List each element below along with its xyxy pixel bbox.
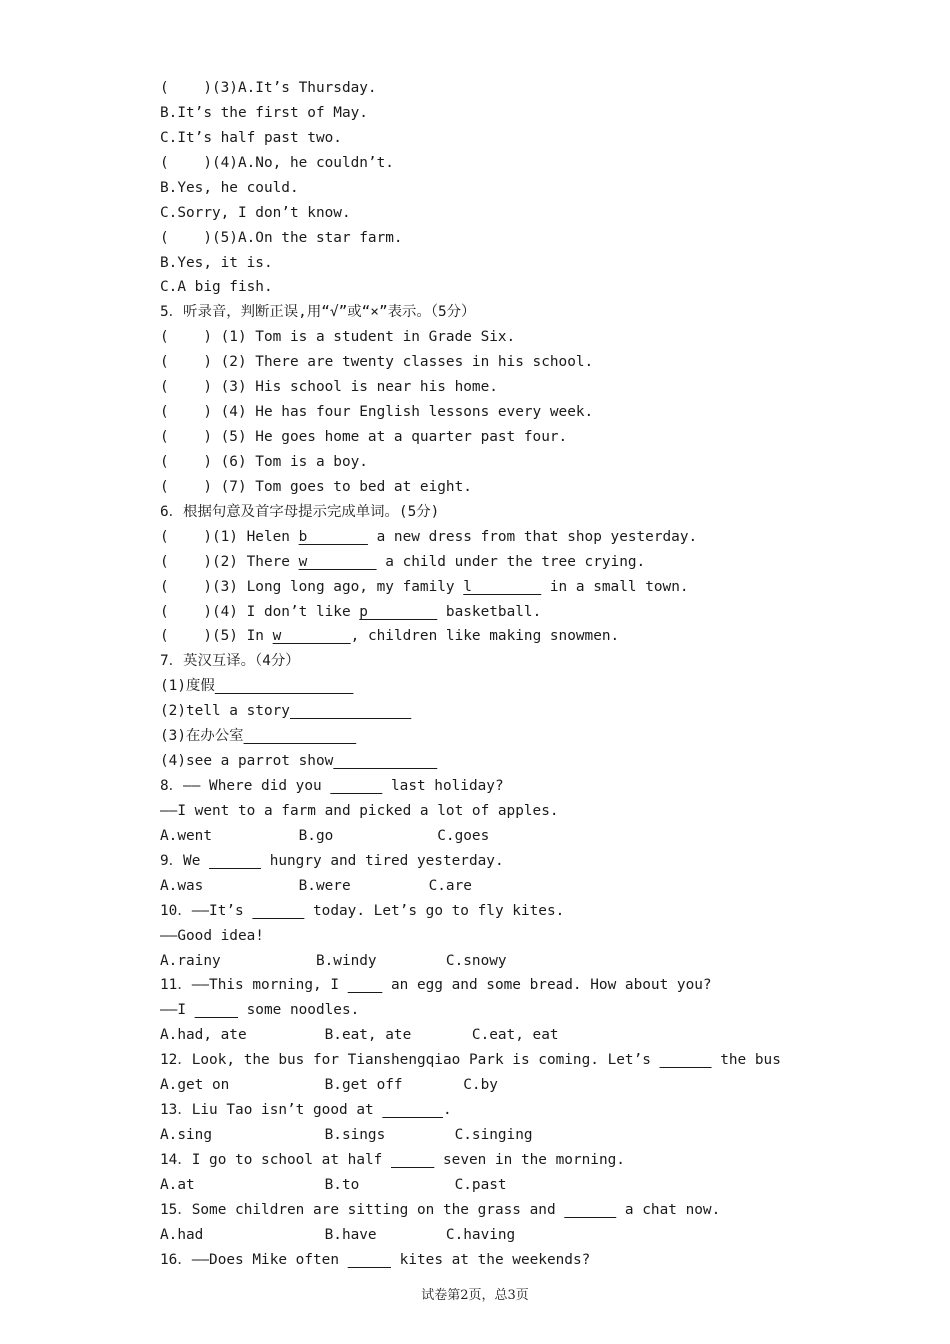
line-text: ——I xyxy=(160,1002,195,1019)
text-line xyxy=(160,924,264,949)
line-text: A.had B.have C.having xyxy=(160,1226,516,1243)
text-line xyxy=(160,1073,498,1098)
line-text: ( )(2) There xyxy=(160,553,299,570)
line-text: kites at the weekends? xyxy=(391,1251,591,1268)
text-line xyxy=(160,849,504,874)
answer-blank xyxy=(330,778,382,794)
line-text: C.It’s half past two. xyxy=(160,129,342,146)
text-line xyxy=(160,699,411,724)
text-line xyxy=(160,899,564,924)
line-text: ( ) (4) He has four English lessons every week. xyxy=(160,404,594,421)
line-text: last holiday? xyxy=(382,778,504,795)
answer-blank: w xyxy=(298,553,377,570)
text-line xyxy=(160,724,356,749)
line-text: . xyxy=(442,1102,452,1119)
line-text: ——I went to a farm and picked a lot of apples. xyxy=(160,802,559,819)
text-line xyxy=(160,500,439,525)
line-text: an egg and some bread. How about you? xyxy=(382,977,712,994)
answer-blank xyxy=(290,703,411,719)
text-line xyxy=(160,275,273,300)
line-text: (1)度假 xyxy=(160,678,215,695)
line-text: ( ) (7) Tom goes to bed at eight. xyxy=(160,478,472,495)
line-text: ( )(4) I don’t like xyxy=(160,603,360,620)
answer-blank xyxy=(660,1052,712,1068)
line-text: 15．Some children are sitting on the grass and xyxy=(160,1201,565,1218)
text-line xyxy=(160,1173,507,1198)
line-text: A.rainy B.windy C.snowy xyxy=(160,952,507,969)
line-text: A.at B.to C.past xyxy=(160,1176,507,1193)
line-text: C.A big fish. xyxy=(160,279,273,296)
line-text: A.get on B.get off C.by xyxy=(160,1077,498,1094)
line-text: 7．英汉互译。（4分） xyxy=(160,653,300,670)
line-text: a child under the tree crying. xyxy=(376,553,646,570)
text-line xyxy=(160,674,353,699)
answer-blank xyxy=(391,1152,434,1168)
text-line xyxy=(160,425,567,450)
text-line xyxy=(160,799,559,824)
line-text: 11．——This morning, I xyxy=(160,977,348,994)
line-text: a new dress from that shop yesterday. xyxy=(367,528,698,545)
text-line xyxy=(160,201,351,226)
line-text: 12．Look, the bus for Tianshengqiao Park is coming. Let’s xyxy=(160,1052,660,1069)
line-text: ( )(4)A.No, he couldn’t. xyxy=(160,154,394,171)
answer-blank xyxy=(209,853,261,869)
answer-blank: p xyxy=(359,603,438,620)
line-text: 6．根据句意及首字母提示完成单词。(5分) xyxy=(160,503,440,520)
text-line xyxy=(160,550,645,575)
text-line xyxy=(160,375,498,400)
text-line xyxy=(160,749,437,774)
text-line xyxy=(160,450,368,475)
line-text: ( )(3)A.It’s Thursday. xyxy=(160,80,377,96)
text-line xyxy=(160,226,403,251)
text-line xyxy=(160,1123,533,1148)
line-text: B.Yes, he could. xyxy=(160,179,299,196)
line-text: 14．I go to school at half xyxy=(160,1151,391,1168)
answer-blank xyxy=(252,903,304,919)
text-line xyxy=(160,1098,452,1123)
text-line xyxy=(160,400,593,425)
line-text: ——Good idea! xyxy=(160,927,264,944)
answer-blank: w xyxy=(272,628,351,645)
text-line xyxy=(160,475,472,500)
line-text: 8．—— Where did you xyxy=(160,778,331,795)
line-text: hungry and tired yesterday. xyxy=(261,852,504,869)
text-line xyxy=(160,300,475,325)
line-text: ( ) (3) His school is near his home. xyxy=(160,379,498,396)
line-text: ( )(5) In xyxy=(160,628,273,645)
answer-blank xyxy=(348,1252,391,1268)
text-line xyxy=(160,1048,781,1073)
line-text: B.It’s the first of May. xyxy=(160,104,368,121)
answer-blank xyxy=(215,678,354,694)
answer-blank xyxy=(244,728,357,744)
line-text: A.sing B.sings C.singing xyxy=(160,1127,533,1144)
line-text: A.had, ate B.eat, ate C.eat, eat xyxy=(160,1027,559,1044)
answer-blank xyxy=(333,753,437,769)
answer-blank: b xyxy=(298,528,368,545)
page-footer: 试卷第2页，总3页 xyxy=(421,1288,529,1303)
line-text: basketball. xyxy=(437,603,542,620)
line-text: ( ) (6) Tom is a boy. xyxy=(160,453,368,470)
line-text: B.Yes, it is. xyxy=(160,254,273,271)
text-line xyxy=(160,251,273,276)
text-line xyxy=(160,325,515,350)
line-text: C.Sorry, I don’t know. xyxy=(160,204,351,221)
line-text: A.was B.were C.are xyxy=(160,877,472,894)
text-line xyxy=(160,101,368,126)
text-line xyxy=(160,1198,720,1223)
line-text: , children like making snowmen. xyxy=(350,628,620,645)
text-line xyxy=(160,575,689,600)
text-line xyxy=(160,949,507,974)
text-line xyxy=(160,76,377,101)
line-text: ( )(5)A.On the star farm. xyxy=(160,229,403,246)
text-line xyxy=(160,998,359,1023)
answer-blank xyxy=(348,977,383,993)
line-text: 13．Liu Tao isn’t good at xyxy=(160,1102,383,1119)
line-text: (2)tell a story xyxy=(160,703,290,720)
answer-blank xyxy=(195,1002,238,1018)
text-line xyxy=(160,1223,515,1248)
text-line xyxy=(160,973,712,998)
line-text: ( )(1) Helen xyxy=(160,528,299,545)
line-text: seven in the morning. xyxy=(434,1151,625,1168)
line-text: A.went B.go C.goes xyxy=(160,827,490,844)
line-text: 10．——It’s xyxy=(160,902,253,919)
text-line xyxy=(160,350,593,375)
text-line xyxy=(160,126,342,151)
text-line xyxy=(160,1248,590,1273)
text-line xyxy=(160,176,299,201)
line-text: today. Let’s go to fly kites. xyxy=(304,902,565,919)
text-line xyxy=(160,1023,559,1048)
text-line xyxy=(160,824,489,849)
text-line xyxy=(160,600,541,625)
line-text: the bus xyxy=(711,1052,781,1069)
line-text: (4)see a parrot show xyxy=(160,753,334,770)
answer-blank: l xyxy=(463,578,542,595)
line-text: 16．——Does Mike often xyxy=(160,1251,348,1268)
line-text: ( ) (2) There are twenty classes in his school. xyxy=(160,354,594,371)
line-text: a chat now. xyxy=(616,1201,721,1218)
text-line xyxy=(160,1148,625,1173)
line-text: ( ) (5) He goes home at a quarter past four. xyxy=(160,429,568,446)
line-text: 9．We xyxy=(160,852,210,869)
line-text: ( ) (1) Tom is a student in Grade Six. xyxy=(160,329,516,346)
line-text: 5．听录音，判断正误,用“√”或“×”表示。（5分） xyxy=(160,304,476,321)
text-line xyxy=(160,525,697,550)
text-line xyxy=(160,774,504,799)
text-line xyxy=(160,624,619,649)
line-text: some noodles. xyxy=(237,1002,360,1019)
text-line xyxy=(160,151,394,176)
line-text: in a small town. xyxy=(541,578,689,595)
text-line xyxy=(160,649,300,674)
text-line xyxy=(160,874,472,899)
line-text: ( )(3) Long long ago, my family xyxy=(160,578,464,595)
line-text: (3)在办公室 xyxy=(160,728,244,745)
answer-blank xyxy=(564,1202,616,1218)
answer-blank xyxy=(382,1102,443,1118)
